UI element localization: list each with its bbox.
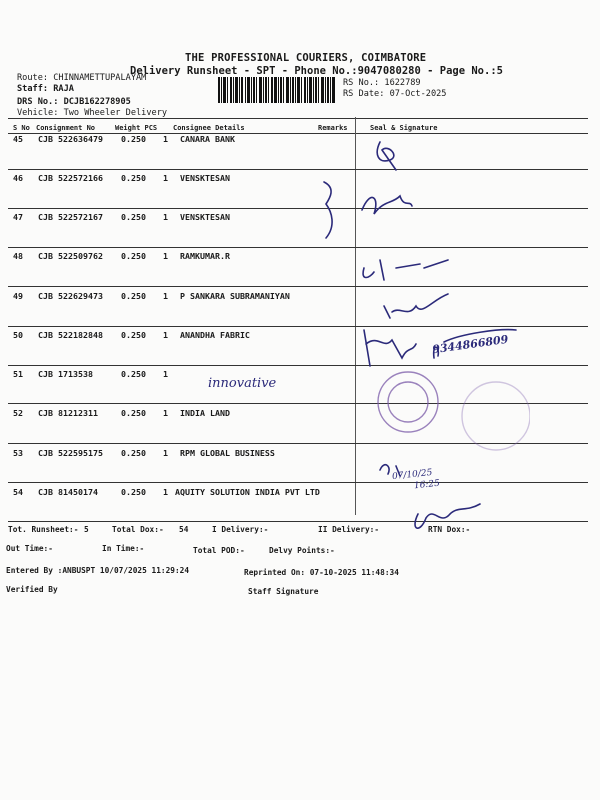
delivery-time-handwritten: 16:25: [413, 478, 441, 492]
barcode: [218, 77, 336, 103]
runsheet-title: Delivery Runsheet - SPT - Phone No.:9047080280 - Page No.:5: [130, 65, 503, 77]
staff-label: Staff: RAJA: [17, 84, 74, 94]
row-consignee: AQUITY SOLUTION INDIA PVT LTD: [175, 487, 320, 497]
row-pcs: 1: [163, 212, 168, 222]
col-remarks: Remarks: [318, 124, 348, 132]
row-weight: 0.250: [121, 330, 146, 340]
staff-signature-label: Staff Signature: [248, 587, 319, 596]
row-consignment: CJB 522572166: [38, 173, 103, 183]
row-consignment: CJB 522509762: [38, 251, 103, 261]
remark-bracket: [324, 182, 332, 238]
row-consignee: CANARA BANK: [180, 134, 235, 144]
col-seal-signature: Seal & Signature: [370, 124, 438, 132]
row-consignment: CJB 522182848: [38, 330, 103, 340]
row-weight: 0.250: [121, 212, 146, 222]
row-sno: 48: [13, 251, 23, 261]
row-pcs: 1: [163, 291, 168, 301]
total-dox-value: 54: [179, 525, 189, 534]
in-time-label: In Time:-: [102, 544, 145, 553]
company-stamp-inner: [388, 382, 428, 422]
row-weight: 0.250: [121, 369, 146, 379]
row-consignee: VENSKTESAN: [180, 212, 230, 222]
i-delivery-label: I Delivery:-: [212, 525, 269, 534]
row-sno: 46: [13, 173, 23, 183]
signature-row-50: [364, 330, 416, 366]
signature-row-45: [377, 142, 396, 170]
tot-runsheet-label: Tot. Runsheet:-: [8, 525, 79, 534]
delivery-date-handwritten: 07/10/25: [391, 467, 433, 483]
signature-row-48: [363, 260, 448, 280]
row-pcs: 1: [163, 408, 168, 418]
row-weight: 0.250: [121, 448, 146, 458]
row-consignee: ANANDHA FABRIC: [180, 330, 250, 340]
col-weight-pcs: Weight PCS: [115, 124, 158, 132]
row-pcs: 1: [163, 369, 168, 379]
rs-date: RS Date: 07-Oct-2025: [343, 89, 447, 99]
row-consignee: P SANKARA SUBRAMANIYAN: [180, 291, 290, 301]
row-pcs: 1: [163, 448, 168, 458]
col-consignee: Consignee Details: [173, 124, 245, 132]
row-pcs: 1: [163, 487, 168, 497]
ii-delivery-label: II Delivery:-: [318, 525, 380, 534]
verified-by-label: Verified By: [6, 585, 58, 594]
route-label: Route: CHINNAMETTUPALAYAM: [17, 73, 147, 83]
row-consignment: CJB 522629473: [38, 291, 103, 301]
row-pcs: 1: [163, 134, 168, 144]
row-sno: 47: [13, 212, 23, 222]
row-weight: 0.250: [121, 408, 146, 418]
row-sno: 53: [13, 448, 23, 458]
row-weight: 0.250: [121, 134, 146, 144]
rtn-dox-label: RTN Dox:-: [428, 525, 471, 534]
col-sno: S No: [13, 124, 30, 132]
row-sno: 51: [13, 369, 23, 379]
table-top-rule: [8, 118, 588, 119]
company-stamp: [378, 372, 438, 432]
row-consignee: INDIA LAND: [180, 408, 230, 418]
row-consignment: CJB 81212311: [38, 408, 98, 418]
vehicle-label: Vehicle: Two Wheeler Delivery: [17, 108, 168, 118]
faint-stamp: [462, 382, 530, 450]
drs-number: DRS No.: DCJB162278905: [17, 97, 131, 107]
row-sno: 50: [13, 330, 23, 340]
row-consignment: CJB 522636479: [38, 134, 103, 144]
row-sno: 49: [13, 291, 23, 301]
row-consignment: CJB 522572167: [38, 212, 103, 222]
total-pod-label: Total POD:-: [193, 546, 245, 555]
phone-number-handwritten: 9344866809: [431, 332, 510, 357]
out-time-label: Out Time:-: [6, 544, 53, 553]
company-title: THE PROFESSIONAL COURIERS, COIMBATORE: [185, 52, 427, 64]
row-pcs: 1: [163, 330, 168, 340]
row-consignee: RPM GLOBAL BUSINESS: [180, 448, 275, 458]
col-consignment: Consignment No: [36, 124, 96, 132]
row-sno: 52: [13, 408, 23, 418]
row-consignee: VENSKTESAN: [180, 173, 230, 183]
row-consignment: CJB 522595175: [38, 448, 103, 458]
row-weight: 0.250: [121, 251, 146, 261]
tot-runsheet-value: 5: [84, 525, 89, 534]
remark-innovative: innovative: [208, 376, 277, 391]
reprinted-on: Reprinted On: 07-10-2025 11:48:34: [244, 568, 399, 577]
signature-row-49: [384, 294, 448, 318]
signature-row-46: [362, 196, 412, 214]
total-dox-label: Total Dox:-: [112, 525, 164, 534]
row-pcs: 1: [163, 173, 168, 183]
row-weight: 0.250: [121, 487, 146, 497]
row-consignment: CJB 1713538: [38, 369, 93, 379]
row-pcs: 1: [163, 251, 168, 261]
row-weight: 0.250: [121, 291, 146, 301]
row-weight: 0.250: [121, 173, 146, 183]
rs-number: RS No.: 1622789: [343, 78, 421, 88]
row-consignment: CJB 81450174: [38, 487, 98, 497]
row-sno: 45: [13, 134, 23, 144]
entered-by: Entered By :ANBUSPT 10/07/2025 11:29:24: [6, 566, 190, 575]
row-sno: 54: [13, 487, 23, 497]
delvy-points-label: Delvy Points:-: [269, 546, 335, 555]
row-consignee: RAMKUMAR.R: [180, 251, 230, 261]
